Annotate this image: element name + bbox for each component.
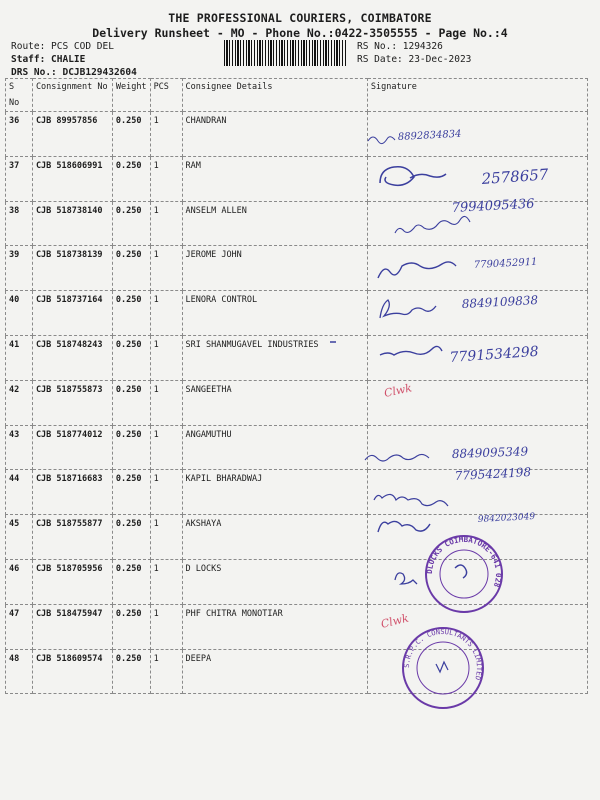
cell-consignee: KAPIL BHARADWAJ xyxy=(182,470,367,515)
cell-pcs: 1 xyxy=(150,246,182,291)
cell-weight: 0.250 xyxy=(112,604,150,649)
table-row xyxy=(6,649,588,694)
col-consignment: Consignment No xyxy=(32,79,112,112)
table-row xyxy=(6,335,588,380)
table-row xyxy=(6,604,588,649)
cell-consignee: LENORA CONTROL xyxy=(182,291,367,336)
rs-number: RS No.: 1294326 xyxy=(357,41,443,52)
route-text: Route: PCS COD DEL xyxy=(11,41,114,52)
cell-weight: 0.250 xyxy=(112,470,150,515)
cell-signature xyxy=(367,291,587,336)
handwritten-phone-44b: 7795424198 xyxy=(454,465,532,483)
cell-consignee: ANGAMUTHU xyxy=(182,425,367,470)
handwritten-note-47: Clwk xyxy=(379,611,410,631)
cell-consignee: RAM xyxy=(182,156,367,201)
cell-weight: 0.250 xyxy=(112,156,150,201)
cell-consignee: D LOCKS xyxy=(182,559,367,604)
cell-weight: 0.250 xyxy=(112,380,150,425)
handwritten-phone-38: 7994095436 xyxy=(451,196,535,216)
cell-consignment: CJB 518748243 xyxy=(32,335,112,380)
cell-consignee: PHF CHITRA MONOTIAR xyxy=(182,604,367,649)
col-sno: S No xyxy=(6,79,33,112)
handwritten-phone-39: 7790452911 xyxy=(473,256,538,271)
cell-consignment: CJB 518475947 xyxy=(32,604,112,649)
cell-sno: 47 xyxy=(6,604,33,649)
cell-weight: 0.250 xyxy=(112,112,150,157)
cell-pcs: 1 xyxy=(150,470,182,515)
cell-consignee: SRI SHANMUGAVEL INDUSTRIES xyxy=(182,335,367,380)
table-row xyxy=(6,156,588,201)
cell-sno: 38 xyxy=(6,201,33,246)
cell-weight: 0.250 xyxy=(112,246,150,291)
cell-weight: 0.250 xyxy=(112,201,150,246)
cell-weight: 0.250 xyxy=(112,291,150,336)
cell-pcs: 1 xyxy=(150,201,182,246)
cell-signature xyxy=(367,604,587,649)
staff-text: Staff: CHALIE xyxy=(11,54,86,65)
cell-weight: 0.250 xyxy=(112,425,150,470)
cell-sno: 37 xyxy=(6,156,33,201)
cell-consignment: CJB 518705956 xyxy=(32,559,112,604)
table-row xyxy=(6,246,588,291)
cell-consignment: CJB 518716683 xyxy=(32,470,112,515)
table-row xyxy=(6,201,588,246)
cell-consignment: CJB 518737164 xyxy=(32,291,112,336)
table-row xyxy=(6,559,588,604)
cell-sno: 44 xyxy=(6,470,33,515)
cell-consignment: CJB 518738139 xyxy=(32,246,112,291)
cell-consignee: CHANDRAN xyxy=(182,112,367,157)
cell-consignment: CJB 518755877 xyxy=(32,515,112,560)
runsheet-subtitle: Delivery Runsheet - MO - Phone No.:0422-3505555 - Page No.:4 xyxy=(92,26,508,40)
cell-consignment: CJB 518609574 xyxy=(32,649,112,694)
cell-sno: 40 xyxy=(6,291,33,336)
col-consignee: Consignee Details xyxy=(182,79,367,112)
col-weight: Weight xyxy=(112,79,150,112)
table-row xyxy=(6,291,588,336)
cell-signature xyxy=(367,515,587,560)
cell-consignee: JEROME JOHN xyxy=(182,246,367,291)
cell-pcs: 1 xyxy=(150,291,182,336)
handwritten-phone-37: 2578657 xyxy=(481,165,549,188)
col-signature: Signature xyxy=(367,79,587,112)
meta-left xyxy=(11,40,137,79)
cell-pcs: 1 xyxy=(150,604,182,649)
meta-right xyxy=(357,40,471,66)
cell-pcs: 1 xyxy=(150,649,182,694)
cell-signature xyxy=(367,380,587,425)
cell-sno: 39 xyxy=(6,246,33,291)
cell-consignment: CJB 518755873 xyxy=(32,380,112,425)
cell-signature xyxy=(367,246,587,291)
cell-weight: 0.250 xyxy=(112,649,150,694)
handwritten-phone-41: 7791534298 xyxy=(449,343,540,366)
cell-signature xyxy=(367,112,587,157)
cell-pcs: 1 xyxy=(150,559,182,604)
cell-signature xyxy=(367,201,587,246)
cell-sno: 41 xyxy=(6,335,33,380)
table-row xyxy=(6,515,588,560)
cell-signature xyxy=(367,335,587,380)
cell-signature xyxy=(367,425,587,470)
cell-weight: 0.250 xyxy=(112,559,150,604)
table-header-row xyxy=(6,79,588,112)
cell-sno: 43 xyxy=(6,425,33,470)
cell-pcs: 1 xyxy=(150,425,182,470)
runsheet-table xyxy=(5,78,588,694)
cell-signature xyxy=(367,559,587,604)
handwritten-phone-40: 8849109838 xyxy=(461,293,539,311)
handwritten-note-42: Clwk xyxy=(382,381,414,400)
handwritten-phone-44a: 8849095349 xyxy=(451,444,529,461)
cell-consignee: DEEPA xyxy=(182,649,367,694)
cell-consignment: CJB 89957856 xyxy=(32,112,112,157)
stamp-dlocks-text: DLOCKS COIMBATORE-641 028 xyxy=(424,534,504,589)
cell-consignment: CJB 518774012 xyxy=(32,425,112,470)
cell-consignee: ANSELM ALLEN xyxy=(182,201,367,246)
cell-signature xyxy=(367,470,587,515)
cell-sno: 46 xyxy=(6,559,33,604)
table-row xyxy=(6,380,588,425)
cell-pcs: 1 xyxy=(150,335,182,380)
cell-consignment: CJB 518738140 xyxy=(32,201,112,246)
cell-pcs: 1 xyxy=(150,515,182,560)
stamp-srpc-text: S.R.P.C. CONSULTANTS LIMITED xyxy=(402,627,484,681)
cell-signature xyxy=(367,156,587,201)
cell-consignee: SANGEETHA xyxy=(182,380,367,425)
company-title: THE PROFESSIONAL COURIERS, COIMBATORE xyxy=(168,11,432,25)
cell-sno: 48 xyxy=(6,649,33,694)
cell-pcs: 1 xyxy=(150,156,182,201)
cell-pcs: 1 xyxy=(150,380,182,425)
cell-weight: 0.250 xyxy=(112,515,150,560)
cell-consignment: CJB 518606991 xyxy=(32,156,112,201)
cell-weight: 0.250 xyxy=(112,335,150,380)
drs-number: DRS No.: DCJB129432604 xyxy=(11,67,137,78)
table-row xyxy=(6,425,588,470)
cell-sno: 42 xyxy=(6,380,33,425)
table-row xyxy=(6,112,588,157)
cell-pcs: 1 xyxy=(150,112,182,157)
cell-consignee: AKSHAYA xyxy=(182,515,367,560)
cell-signature xyxy=(367,649,587,694)
handwritten-phone-36: 8892834834 xyxy=(397,128,462,143)
cell-sno: 45 xyxy=(6,515,33,560)
handwritten-phone-45: 9842023049 xyxy=(477,512,536,525)
barcode xyxy=(224,40,346,66)
table-row xyxy=(6,470,588,515)
rs-date: RS Date: 23-Dec-2023 xyxy=(357,54,472,65)
cell-sno: 36 xyxy=(6,112,33,157)
col-pcs: PCS xyxy=(150,79,182,112)
